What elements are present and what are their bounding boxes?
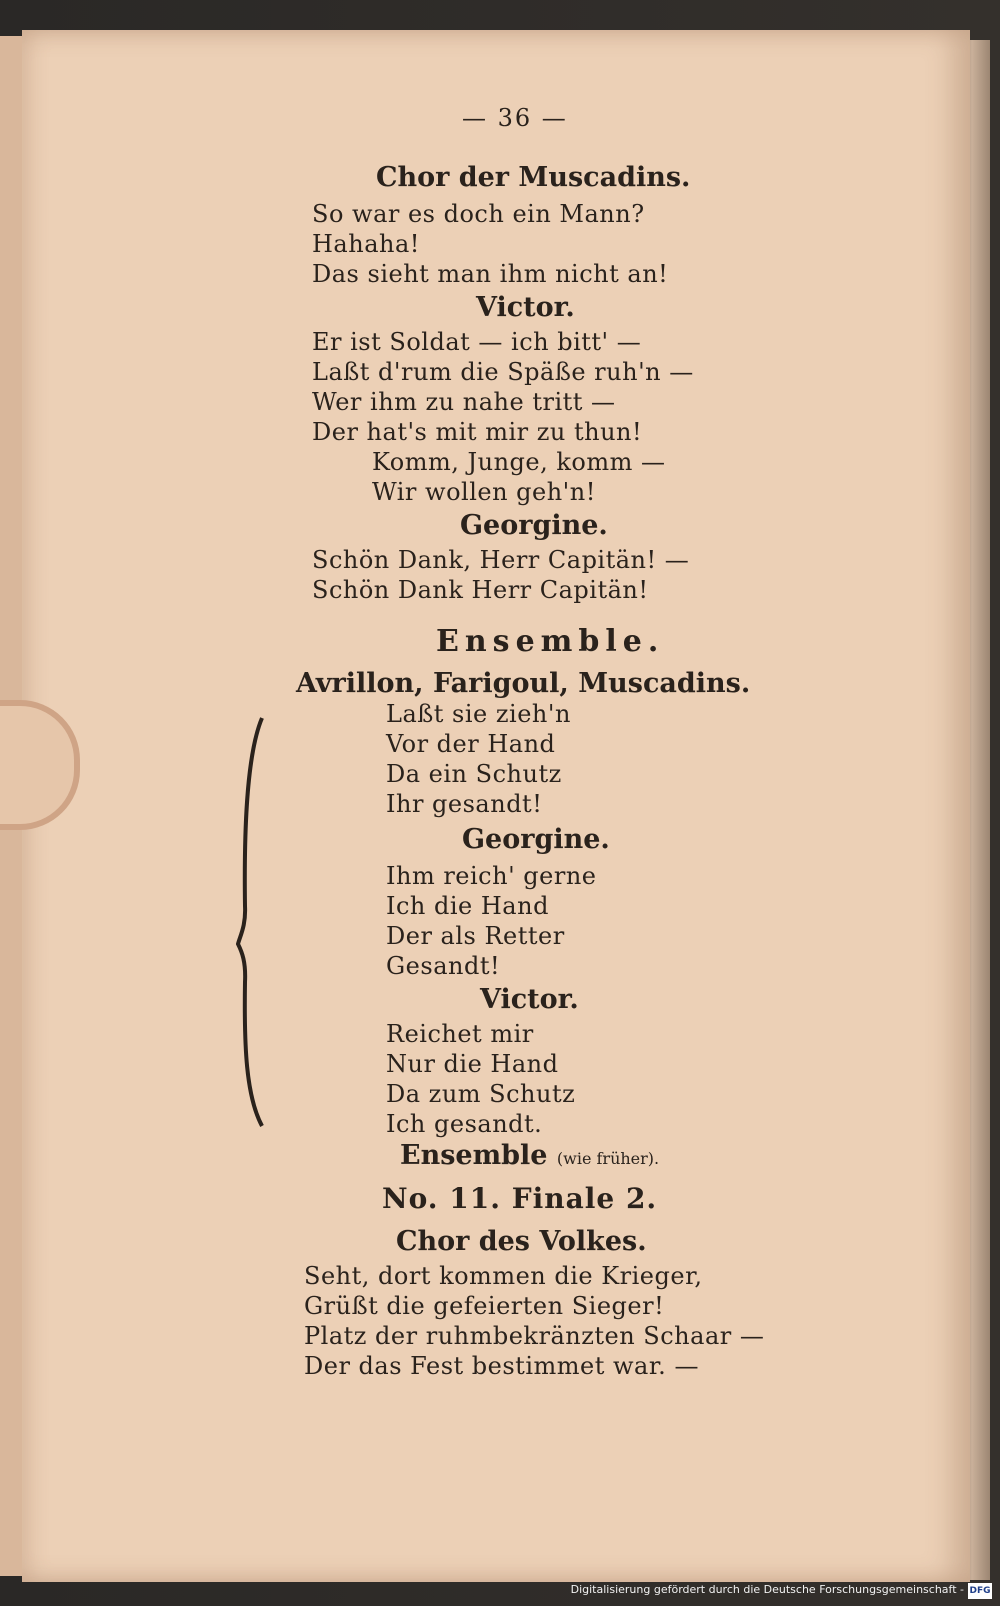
verse-line: Gesandt!	[386, 952, 501, 980]
verse-line: Das sieht man ihm nicht an!	[312, 260, 669, 288]
verse-line: Nur die Hand	[386, 1050, 559, 1078]
verse-line: Reichet mir	[386, 1020, 534, 1048]
speaker-heading: Chor der Muscadins.	[376, 162, 691, 193]
speaker-heading: Chor des Volkes.	[396, 1226, 647, 1257]
verse-line: Da zum Schutz	[386, 1080, 576, 1108]
ensemble-label: Ensemble	[400, 1140, 548, 1171]
verse-line: Da ein Schutz	[386, 760, 562, 788]
speaker-heading: Victor.	[480, 984, 579, 1015]
dfg-logo: DFG	[968, 1583, 992, 1599]
verse-line: Schön Dank, Herr Capitän! —	[312, 546, 690, 574]
number-heading: No. 11. Finale 2.	[382, 1182, 658, 1215]
verse-line: Der hat's mit mir zu thun!	[312, 418, 643, 446]
speaker-heading: Georgine.	[460, 510, 608, 541]
verse-line: Grüßt die gefeierten Sieger!	[304, 1292, 665, 1320]
verse-line: Vor der Hand	[386, 730, 556, 758]
verse-line: So war es doch ein Mann?	[312, 200, 645, 228]
verse-line: Ihr gesandt!	[386, 790, 543, 818]
verse-line: Platz der ruhmbekränzten Schaar —	[304, 1322, 765, 1350]
page-number: — 36 —	[462, 104, 568, 132]
verse-line: Komm, Junge, komm —	[372, 448, 666, 476]
curly-brace	[236, 716, 266, 1128]
verse-line: Ich gesandt.	[386, 1110, 543, 1138]
verse-line: Hahaha!	[312, 230, 420, 258]
verse-line: Wir wollen geh'n!	[372, 478, 596, 506]
verse-line: Der das Fest bestimmet war. —	[304, 1352, 699, 1380]
stage-note: (wie früher).	[556, 1149, 660, 1168]
speaker-heading: Georgine.	[462, 824, 610, 855]
digitization-credit: Digitalisierung gefördert durch die Deutsche Forschungsgemeinschaft -	[570, 1583, 964, 1596]
verse-line: Der als Retter	[386, 922, 565, 950]
verse-line: Ihm reich' gerne	[386, 862, 597, 890]
verse-line: Er ist Soldat — ich bitt' —	[312, 328, 642, 356]
speaker-heading	[400, 1140, 659, 1171]
verse-line: Schön Dank Herr Capitän!	[312, 576, 649, 604]
speaker-heading: Avrillon, Farigoul, Muscadins.	[296, 668, 751, 699]
section-heading: Ensemble.	[436, 624, 665, 659]
verse-line: Seht, dort kommen die Krieger,	[304, 1262, 703, 1290]
verse-line: Laßt sie zieh'n	[386, 700, 571, 728]
verse-line: Laßt d'rum die Späße ruh'n —	[312, 358, 694, 386]
verse-line: Ich die Hand	[386, 892, 549, 920]
speaker-heading: Victor.	[476, 292, 575, 323]
verse-line: Wer ihm zu nahe tritt —	[312, 388, 616, 416]
